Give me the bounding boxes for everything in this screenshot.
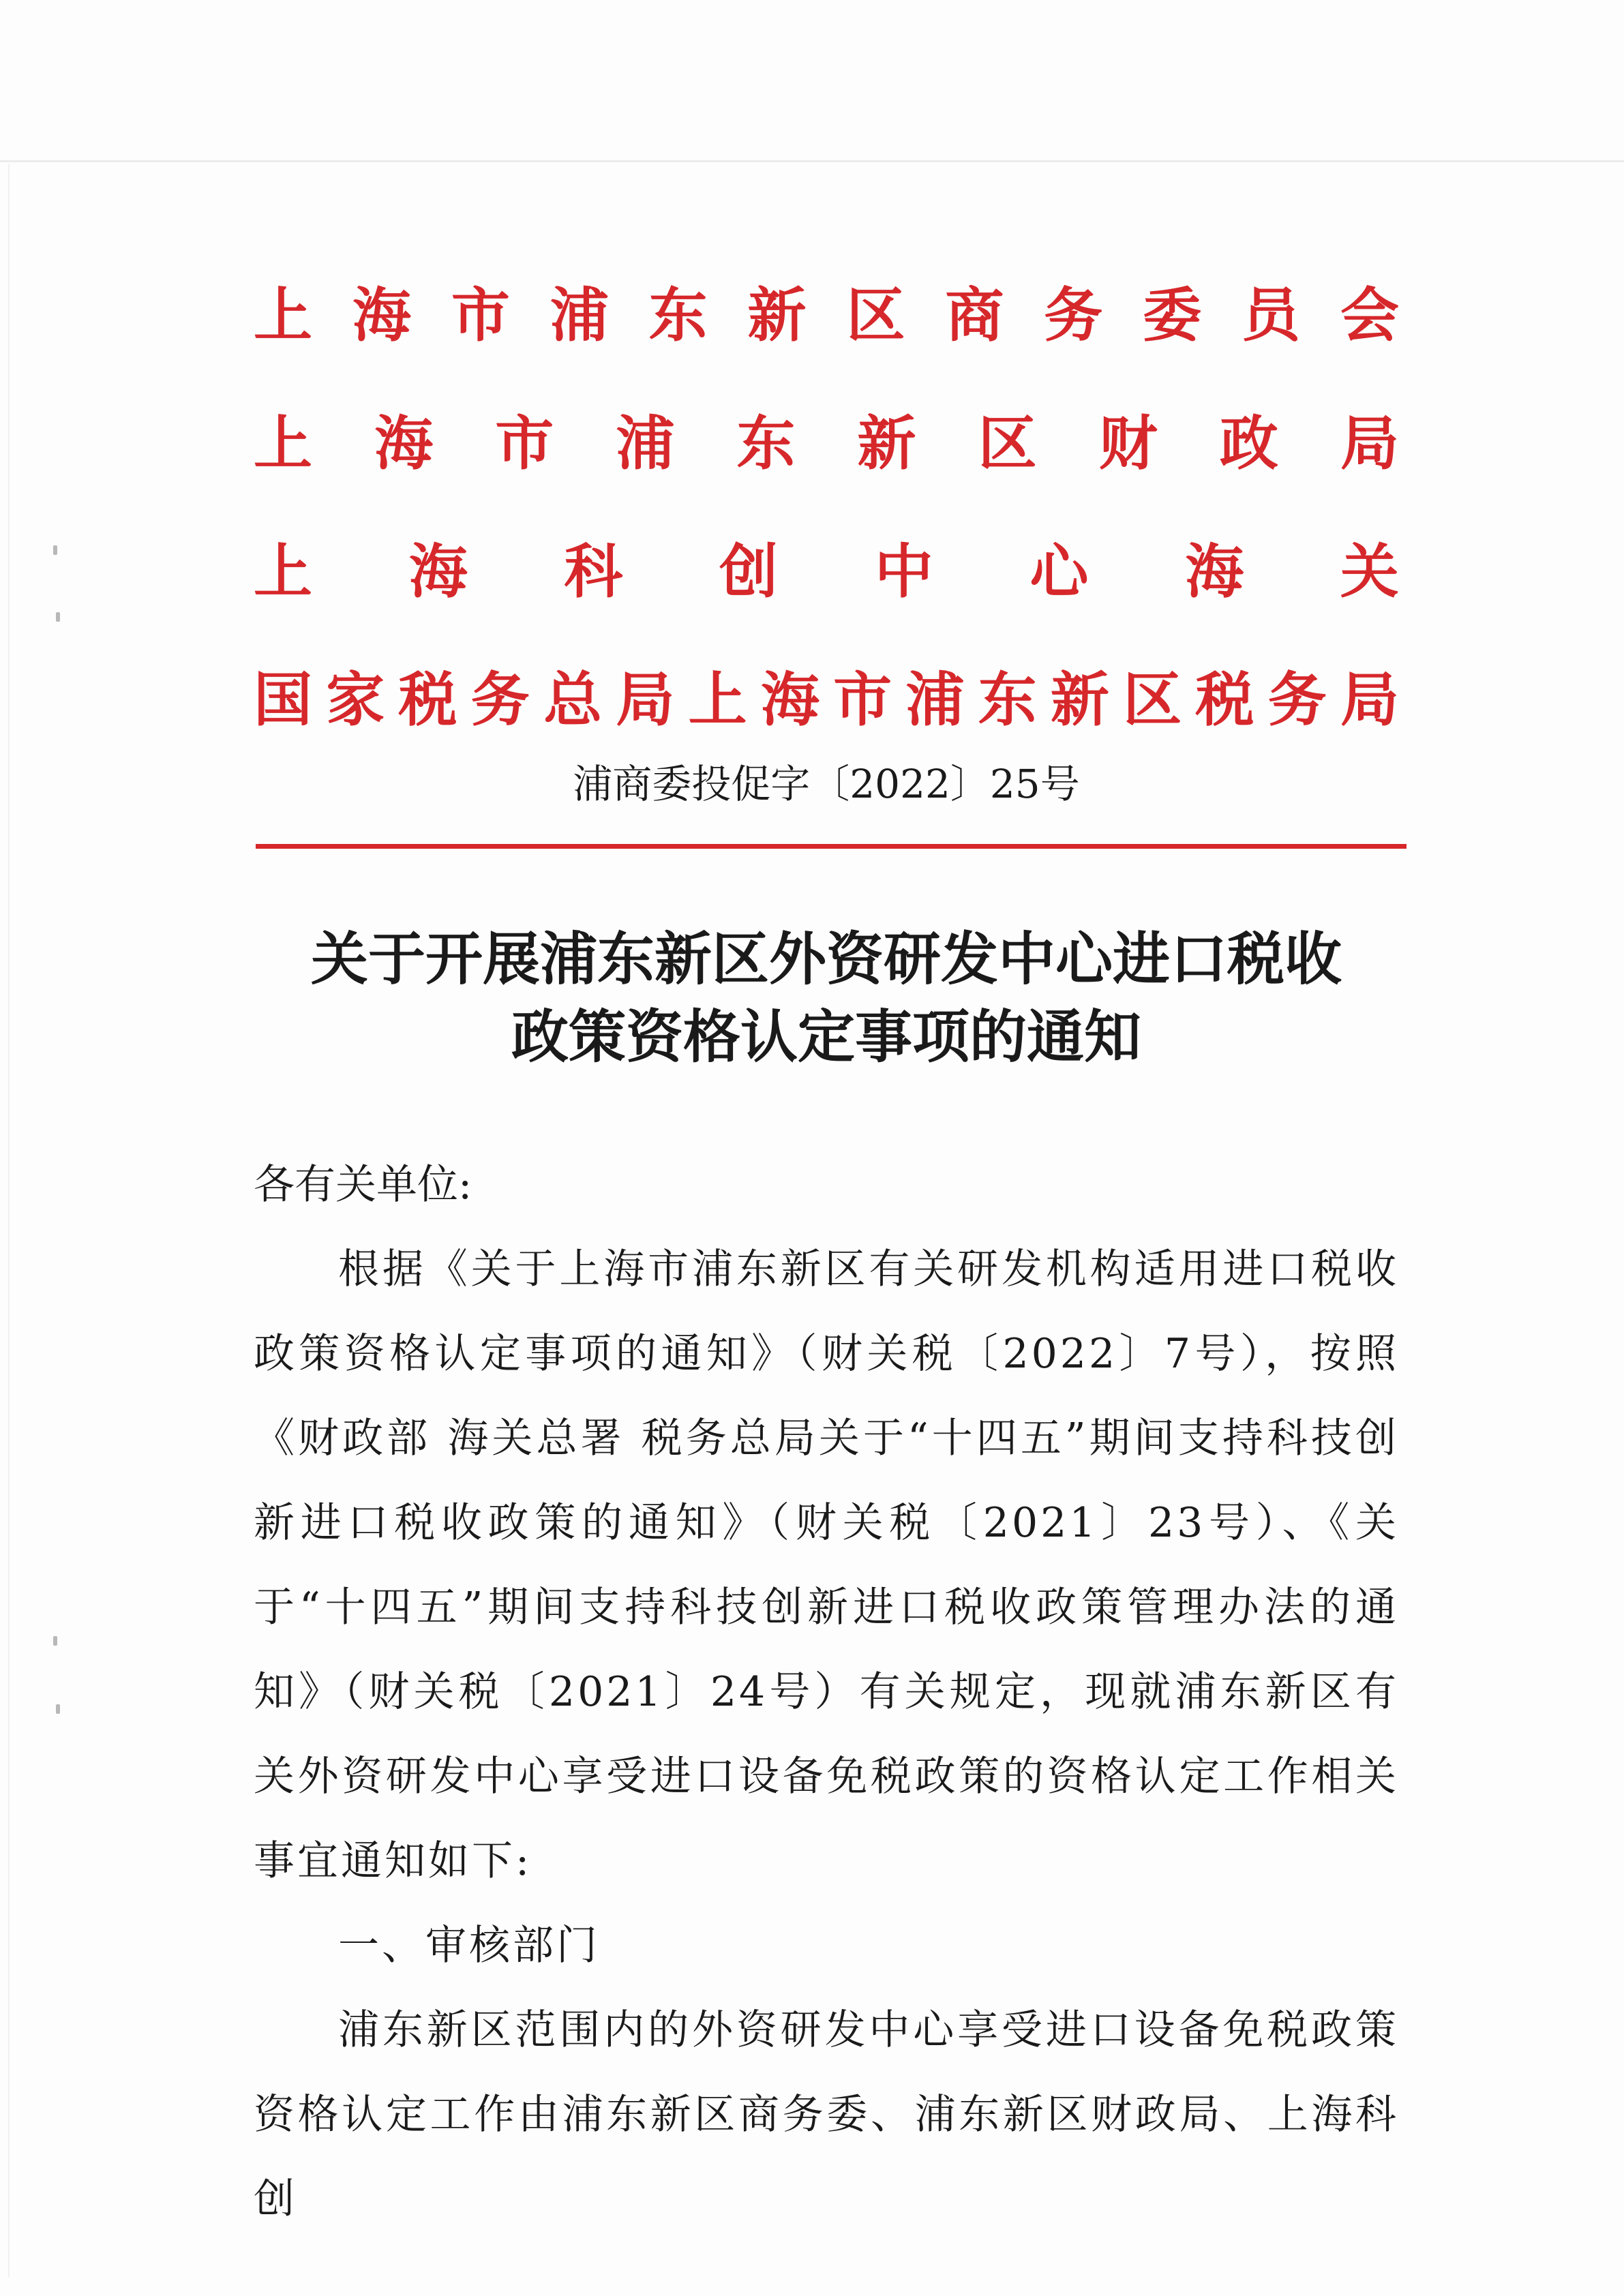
issuer-character: 务 (1044, 281, 1103, 350)
scan-speck (53, 1636, 57, 1646)
issuer-line-customs (254, 534, 1399, 609)
issuer-character: 局 (1340, 409, 1399, 478)
issuer-character: 局 (616, 665, 675, 734)
issuer-character: 局 (1340, 665, 1399, 734)
body-paragraph-2: 浦东新区范围内的外资研发中心享受进口设备免税政策资格认定工作由浦东新区商务委、浦东新区财政局、上海科创 (254, 2006, 1399, 2223)
document-title-line-2: 政策资格认定事项的通知 (511, 1003, 1141, 1070)
issuer-character: 家 (326, 665, 385, 734)
issuer-character: 市 (833, 665, 892, 734)
issuer-character: 新 (1050, 665, 1109, 734)
body-paragraph-1: 根据《关于上海市浦东新区有关研发机构适用进口税收政策资格认定事项的通知》（财关税〔2022〕7号），按照《财政部 海关总署 税务总局关于“十四五”期间支持科技创新进口税收政策的通知》（财关税〔2021〕23号）、《关于“十四五”期间支持科技创新进口税收政策管理办法的通知》（财关税〔2021〕24号）有关规定，现就浦东新区有关外资研发中心享受进口设备免税政策的资格认定工作相关事宜通知如下: (254, 1245, 1399, 1885)
scan-speck (56, 612, 60, 622)
issuer-character: 东 (736, 409, 796, 478)
issuer-character: 海 (352, 281, 411, 350)
section-heading-1: 一、审核部门 (338, 1922, 600, 1969)
issuer-character: 政 (1219, 409, 1278, 478)
issuer-character: 市 (451, 281, 510, 350)
issuer-character: 上 (254, 537, 312, 606)
issuer-character: 区 (1123, 665, 1182, 734)
issuer-character: 浦 (550, 281, 609, 350)
issuer-character: 务 (470, 665, 530, 734)
issuer-character: 区 (978, 409, 1037, 478)
issuer-character: 东 (648, 281, 708, 350)
salutation: 各有关单位: (254, 1161, 472, 1209)
issuer-character: 海 (408, 537, 468, 606)
scan-speck (53, 545, 57, 555)
issuer-character: 财 (1098, 409, 1158, 478)
scan-page-edge-left (8, 164, 10, 2277)
scan-speck (56, 1704, 60, 1714)
document-title-line-1: 关于开展浦东新区外资研发中心进口税收 (310, 925, 1342, 993)
issuer-character: 市 (495, 409, 554, 478)
issuer-character: 中 (874, 537, 933, 606)
issuer-character: 创 (719, 537, 779, 606)
issuer-character: 心 (1029, 537, 1089, 606)
issuer-character: 上 (254, 409, 312, 478)
issuer-character: 委 (1143, 281, 1202, 350)
issuer-character: 海 (760, 665, 819, 734)
issuer-character: 员 (1242, 281, 1301, 350)
issuer-character: 税 (1195, 665, 1254, 734)
issuer-character: 新 (747, 281, 807, 350)
issuer-character: 科 (564, 537, 623, 606)
issuer-line-tax-bureau (254, 663, 1399, 738)
issuer-character: 关 (1340, 537, 1399, 606)
issuer-character: 会 (1340, 281, 1399, 350)
issuer-character: 务 (1267, 665, 1327, 734)
issuer-line-finance-bureau (254, 406, 1399, 481)
red-divider-rule (256, 844, 1407, 849)
issuer-character: 税 (398, 665, 457, 734)
issuer-character: 东 (978, 665, 1037, 734)
issuer-line-commerce-committee (254, 278, 1399, 353)
issuer-character: 上 (254, 281, 312, 350)
issuer-character: 上 (688, 665, 747, 734)
issuer-character: 国 (254, 665, 312, 734)
issuer-character: 浦 (905, 665, 965, 734)
issuer-character: 新 (857, 409, 916, 478)
issuer-character: 总 (543, 665, 603, 734)
issuer-character: 浦 (616, 409, 675, 478)
document-number: 浦商委投促字〔2022〕25号 (573, 761, 1080, 807)
scan-page-edge (0, 160, 1624, 162)
issuer-character: 区 (846, 281, 905, 350)
issuer-character: 商 (945, 281, 1004, 350)
issuer-character: 海 (374, 409, 434, 478)
issuer-character: 海 (1185, 537, 1244, 606)
